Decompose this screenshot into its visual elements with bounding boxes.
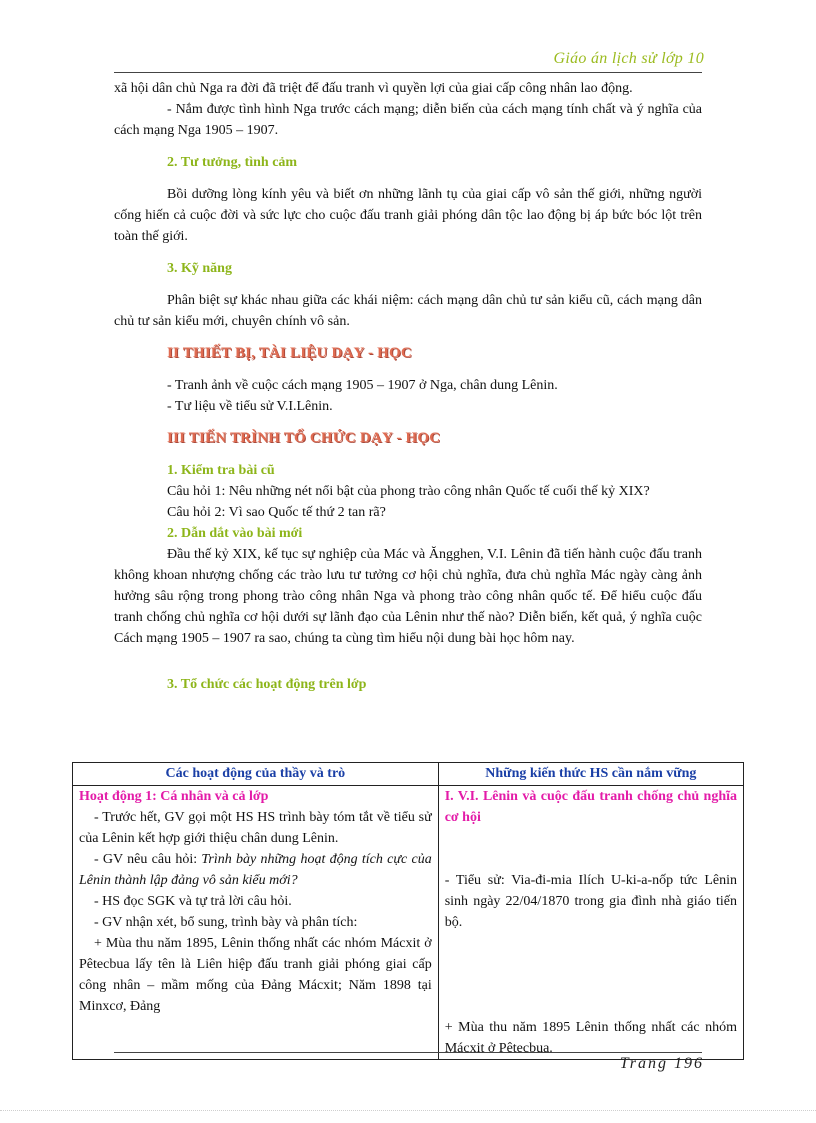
- column-header-knowledge: Những kiến thức HS cần nắm vững: [438, 763, 743, 786]
- activity-line: - Trước hết, GV gọi một HS HS trình bày tóm tắt về tiểu sử của Lênin kết hợp giới thiệu chân dung Lênin.: [79, 810, 432, 846]
- activity-line: + Mùa thu năm 1895, Lênin thống nhất các nhóm Mácxit ở Pêtecbua lấy tên là Liên hiệp đấu tranh giải phóng giai cấp công nhân – mầm mống của Đảng Mácxit; Năm 1898 tại Minxcơ, Đảng: [79, 936, 432, 1014]
- document-body: [114, 78, 702, 695]
- list-item: - Tư liệu về tiểu sử V.I.Lênin.: [167, 399, 333, 414]
- page-number: Trang 196: [619, 1055, 704, 1072]
- activities-cell: [73, 786, 439, 1060]
- page-break-line: [0, 1110, 816, 1111]
- activity-line: - HS đọc SGK và tự trả lời câu hỏi.: [94, 894, 292, 909]
- heading-process: III TIẾN TRÌNH TỔ CHỨC DẠY - HỌC: [167, 430, 441, 446]
- header-title: Giáo án lịch sử lớp 10: [553, 50, 704, 67]
- heading-thought: 2. Tư tưởng, tình cảm: [167, 155, 298, 170]
- question-text: Trình bày những hoạt động tích cực của Lênin thành lập đảng vô sản kiểu mới?: [79, 852, 432, 888]
- list-item: - Tranh ảnh về cuộc cách mạng 1905 – 1907 ở Nga, chân dung Lênin.: [167, 378, 558, 393]
- table-row: [73, 786, 744, 1060]
- knowledge-cell: [438, 786, 743, 1060]
- activity-question: [79, 849, 432, 891]
- heading-skill: 3. Kỹ năng: [167, 261, 232, 276]
- heading-tasks: 3. Tổ chức các hoạt động trên lớp: [167, 677, 367, 692]
- footer-rule: [114, 1052, 702, 1053]
- question-2: Câu hỏi 2: Vì sao Quốc tế thứ 2 tan rã?: [167, 505, 386, 520]
- heading-equipment: II THIẾT BỊ, TÀI LIỆU DẠY - HỌC: [167, 345, 412, 361]
- heading-check: 1. Kiểm tra bài cũ: [167, 463, 275, 478]
- paragraph: Đầu thế kỷ XIX, kế tục sự nghiệp của Mác và Ăngghen, V.I. Lênin đã tiến hành cuộc đấu tranh không khoan nhượng chống các trào lưu tư tưởng cơ hội chủ nghĩa, đưa chủ nghĩa Mác ngày càng ảnh hưởng sâu rộng trong phong trào công nhân Nga và phong trào công nhân quốc tế. Để hiểu cuộc đấu tranh chống chủ nghĩa cơ hội dưới sự lãnh đạo của Lênin như thế nào? Diễn biến, kết quả, ý nghĩa cuộc Cách mạng 1905 – 1907 ra sao, chúng ta cùng tìm hiểu nội dung bài học hôm nay.: [114, 547, 702, 646]
- table-header-row: [73, 763, 744, 786]
- paragraph: xã hội dân chủ Nga ra đời đã triệt để đấu tranh vì quyền lợi của giai cấp công nhân lao động.: [114, 81, 633, 96]
- paragraph: Bồi dưỡng lòng kính yêu và biết ơn những lãnh tụ của giai cấp vô sản thế giới, những người cống hiến cả cuộc đời và sức lực cho cuộc đấu tranh giải phóng dân tộc lao động bị áp bức bóc lột trên toàn thế giới.: [114, 187, 702, 244]
- activity-line: - GV nhận xét, bổ sung, trình bày và phân tích:: [94, 915, 358, 930]
- activity-title: Hoạt động 1: Cá nhân và cả lớp: [79, 789, 269, 804]
- question-1: Câu hỏi 1: Nêu những nét nổi bật của phong trào công nhân Quốc tế cuối thế kỷ XIX?: [167, 484, 650, 499]
- knowledge-bio: - Tiểu sử: Via-đi-mia Ilích U-ki-a-nốp tức Lênin sinh ngày 22/04/1870 trong gia đình nhà giáo tiến bộ.: [444, 873, 737, 930]
- lesson-table: [72, 762, 744, 1060]
- paragraph: - Nắm được tình hình Nga trước cách mạng; diễn biến của cách mạng tính chất và ý nghĩa của cách mạng Nga 1905 – 1907.: [114, 102, 702, 138]
- column-header-activities: Các hoạt động của thầy và trò: [73, 763, 439, 786]
- header-rule: [114, 72, 702, 73]
- knowledge-section-title: I. V.I. Lênin và cuộc đấu tranh chống chủ nghĩa cơ hội: [444, 789, 737, 825]
- paragraph: Phân biệt sự khác nhau giữa các khái niệm: cách mạng dân chủ tư sản kiểu cũ, cách mạng dân chủ tư sản kiểu mới, chuyên chính vô sản.: [114, 293, 702, 329]
- question-prefix: - GV nêu câu hỏi:: [94, 852, 202, 867]
- heading-intro: 2. Dẫn dắt vào bài mới: [167, 526, 303, 541]
- knowledge-autumn: + Mùa thu năm 1895 Lênin thống nhất các nhóm Mácxit ở Pêtecbua.: [444, 1020, 737, 1056]
